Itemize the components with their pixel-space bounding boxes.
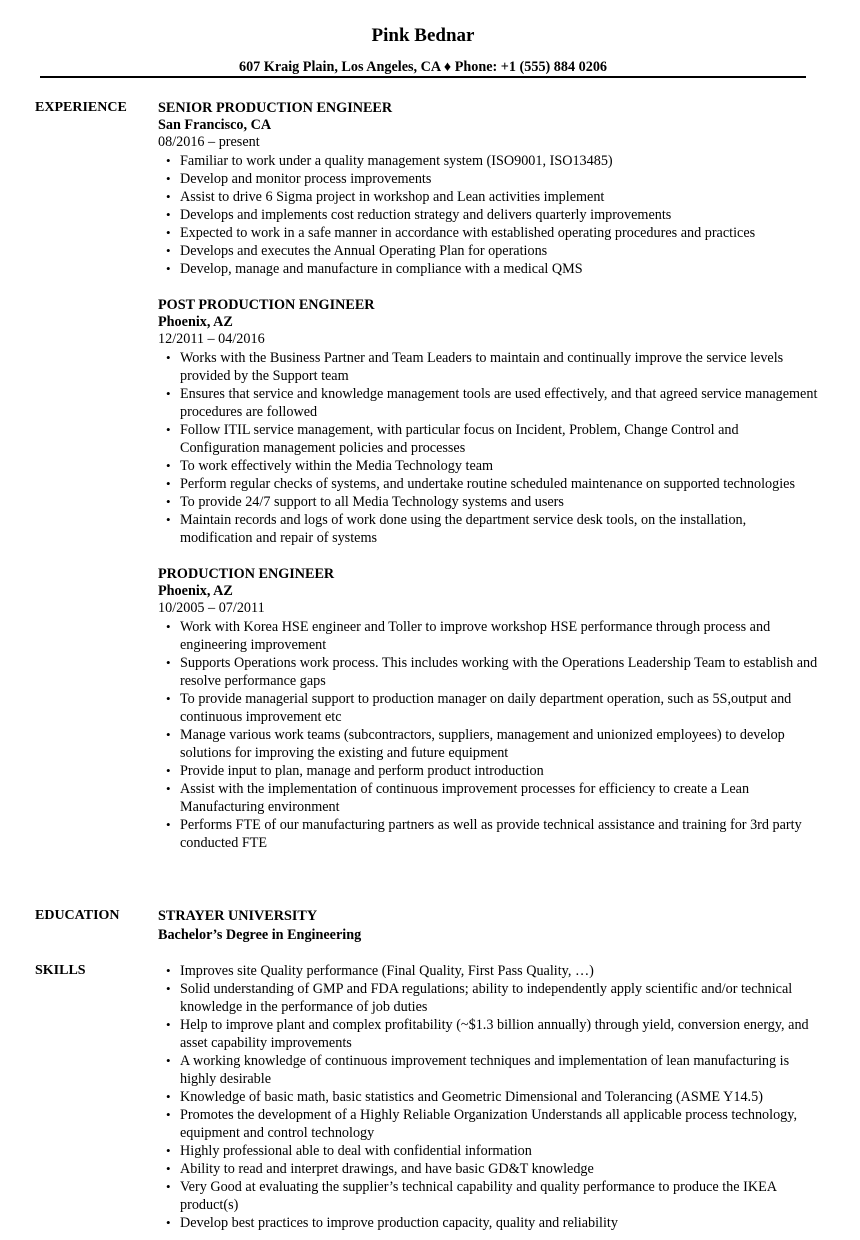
job-bullets <box>158 152 818 278</box>
job-dates: 08/2016 – present <box>158 134 260 150</box>
education-body <box>158 907 818 945</box>
job-entry <box>158 565 818 852</box>
skill-item: • Very Good at evaluating the supplier’s technical capability and quality performance to produce the IKEA product(s) <box>158 1178 818 1214</box>
section-label-experience: EXPERIENCE <box>35 100 127 115</box>
skills-list <box>158 962 818 1232</box>
bullet-item: • Performs FTE of our manufacturing partners as well as provide technical assistance and training for 3rd party conducted FTE <box>158 816 818 852</box>
bullet-item: • Expected to work in a safe manner in accordance with established operating procedures and practices <box>158 224 818 242</box>
skill-item: • Solid understanding of GMP and FDA regulations; ability to independently apply scientific and/or technical knowledge in the performance of job duties <box>158 980 818 1016</box>
skill-item: • Help to improve plant and complex profitability (~$1.3 billion annually) through yield, conversion energy, and asset capability improvements <box>158 1016 818 1052</box>
bullet-item: • To provide 24/7 support to all Media Technology systems and users <box>158 493 818 511</box>
section-label-education: EDUCATION <box>35 908 120 923</box>
job-title: SENIOR PRODUCTION ENGINEER <box>158 100 393 116</box>
skill-item: • Develop best practices to improve production capacity, quality and reliability <box>158 1214 818 1232</box>
skill-item: • Highly professional able to deal with confidential information <box>158 1142 818 1160</box>
bullet-item: • Ensures that service and knowledge management tools are used effectively, and that agreed service management procedures are followed <box>158 385 818 421</box>
section-label-skills: SKILLS <box>35 963 86 978</box>
bullet-item: • Assist to drive 6 Sigma project in workshop and Lean activities implement <box>158 188 818 206</box>
job-location: Phoenix, AZ <box>158 583 233 599</box>
bullet-item: • Maintain records and logs of work done using the department service desk tools, on the installation, modification and repair of systems <box>158 511 818 547</box>
skill-item: • Improves site Quality performance (Final Quality, First Pass Quality, …) <box>158 962 818 980</box>
job-location: Phoenix, AZ <box>158 314 233 330</box>
job-bullets <box>158 349 818 547</box>
skill-item: • A working knowledge of continuous improvement techniques and implementation of lean manufacturing is highly desirable <box>158 1052 818 1088</box>
job-entry <box>158 296 818 547</box>
bullet-item: • Assist with the implementation of continuous improvement processes for efficiency to create a Lean Manufacturing environment <box>158 780 818 816</box>
bullet-item: • To provide managerial support to production manager on daily department operation, such as 5S,output and continuous improvement etc <box>158 690 818 726</box>
bullet-item: • Supports Operations work process. This includes working with the Operations Leadership Team to establish and resolve performance gaps <box>158 654 818 690</box>
bullet-item: • Manage various work teams (subcontractors, suppliers, management and unionized employees) to develop solutions for improving the existing and future equipment <box>158 726 818 762</box>
school-name: STRAYER UNIVERSITY <box>158 908 318 924</box>
bullet-item: • Familiar to work under a quality management system (ISO9001, ISO13485) <box>158 152 818 170</box>
skill-item: • Promotes the development of a Highly Reliable Organization Understands all applicable process technology, equipment and control technology <box>158 1106 818 1142</box>
job-entry <box>158 99 818 278</box>
resume-name: Pink Bednar <box>371 25 475 46</box>
job-location: San Francisco, CA <box>158 117 272 133</box>
skill-item: • Knowledge of basic math, basic statistics and Geometric Dimensional and Tolerancing (ASME Y14.5) <box>158 1088 818 1106</box>
skills-body <box>158 962 818 1232</box>
bullet-item: • Works with the Business Partner and Team Leaders to maintain and continually improve the service levels provided by the Support team <box>158 349 818 385</box>
bullet-item: • Provide input to plan, manage and perform product introduction <box>158 762 818 780</box>
bullet-item: • Develops and implements cost reduction strategy and delivers quarterly improvements <box>158 206 818 224</box>
bullet-item: • Develops and executes the Annual Operating Plan for operations <box>158 242 818 260</box>
degree: Bachelor’s Degree in Engineering <box>158 927 362 943</box>
bullet-item: • To work effectively within the Media Technology team <box>158 457 818 475</box>
job-bullets <box>158 618 818 852</box>
contact-line: 607 Kraig Plain, Los Angeles, CA ♦ Phone: +1 (555) 884 0206 <box>238 59 608 75</box>
experience-body <box>158 99 818 870</box>
bullet-item: • Work with Korea HSE engineer and Toller to improve workshop HSE performance through process and engineering improvement <box>158 618 818 654</box>
skill-item: • Ability to read and interpret drawings, and have basic GD&T knowledge <box>158 1160 818 1178</box>
bullet-item: • Develop, manage and manufacture in compliance with a medical QMS <box>158 260 818 278</box>
job-title: POST PRODUCTION ENGINEER <box>158 297 375 313</box>
bullet-item: • Follow ITIL service management, with particular focus on Incident, Problem, Change Control and Configuration management policies and processes <box>158 421 818 457</box>
job-title: PRODUCTION ENGINEER <box>158 566 335 582</box>
job-dates: 12/2011 – 04/2016 <box>158 331 265 347</box>
bullet-item: • Perform regular checks of systems, and undertake routine scheduled maintenance on supported technologies <box>158 475 818 493</box>
header-divider <box>40 76 806 78</box>
bullet-item: • Develop and monitor process improvements <box>158 170 818 188</box>
job-dates: 10/2005 – 07/2011 <box>158 600 265 616</box>
